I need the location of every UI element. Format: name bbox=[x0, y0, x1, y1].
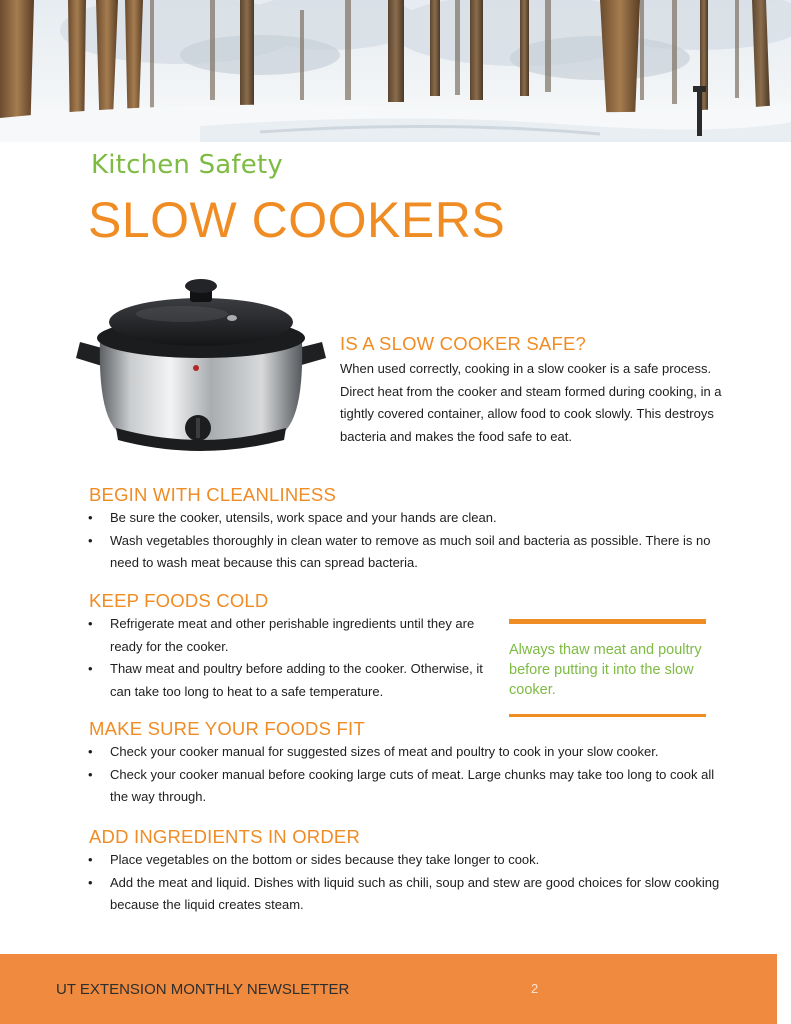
banner-illustration bbox=[0, 0, 791, 142]
cleanliness-list bbox=[88, 507, 728, 575]
list-item: • Add the meat and liquid. Dishes with liquid such as chili, soup and stew are good choices for slow cooking because the liquid creates steam. bbox=[88, 872, 728, 917]
keep-cold-heading: KEEP FOODS COLD bbox=[89, 590, 269, 611]
section-kicker: Kitchen Safety bbox=[91, 150, 283, 180]
list-item: • Thaw meat and poultry before adding to the cooker. Otherwise, it can take too long to heat to a safe temperature. bbox=[88, 658, 486, 703]
intro-heading: IS A SLOW COOKER SAFE? bbox=[340, 333, 587, 354]
winter-forest-banner bbox=[0, 0, 791, 142]
callout-top-rule bbox=[509, 619, 706, 624]
cleanliness-heading: BEGIN WITH CLEANLINESS bbox=[89, 484, 337, 505]
slow-cooker-illustration bbox=[72, 270, 330, 456]
foods-fit-list bbox=[88, 741, 728, 809]
keep-cold-list bbox=[88, 613, 486, 703]
page-title: SLOW COOKERS bbox=[88, 192, 506, 248]
list-item: • Be sure the cooker, utensils, work space and your hands are clean. bbox=[88, 507, 728, 530]
page-footer bbox=[0, 954, 777, 1024]
intro-paragraph: When used correctly, cooking in a slow cooker is a safe process. Direct heat from the cooker and steam formed during cooking, in a tightly covered container, allow food to cook slowly. This destroys bacteria and makes the food safe to eat. bbox=[340, 361, 722, 444]
list-item: • Check your cooker manual before cooking large cuts of meat. Large chunks may take too long to cook all the way through. bbox=[88, 764, 728, 809]
ingredients-order-list bbox=[88, 849, 728, 917]
callout-text: Always thaw meat and poultry before putting it into the slow cooker. bbox=[509, 642, 702, 698]
foods-fit-heading: MAKE SURE YOUR FOODS FIT bbox=[89, 718, 365, 739]
list-item: • Place vegetables on the bottom or sides because they take longer to cook. bbox=[88, 849, 728, 872]
list-item: • Wash vegetables thoroughly in clean water to remove as much soil and bacteria as possible. There is no need to wash meat because this can spread bacteria. bbox=[88, 530, 728, 575]
pull-quote-callout bbox=[509, 619, 707, 719]
slow-cooker-image bbox=[72, 270, 330, 456]
callout-bottom-rule bbox=[509, 714, 706, 717]
list-item: • Refrigerate meat and other perishable ingredients until they are ready for the cooker. bbox=[88, 613, 486, 658]
list-item: • Check your cooker manual for suggested sizes of meat and poultry to cook in your slow cooker. bbox=[88, 741, 728, 764]
page-number: 2 bbox=[531, 981, 539, 996]
newsletter-name: UT EXTENSION MONTHLY NEWSLETTER bbox=[56, 981, 350, 998]
ingredients-order-heading: ADD INGREDIENTS IN ORDER bbox=[89, 826, 361, 847]
